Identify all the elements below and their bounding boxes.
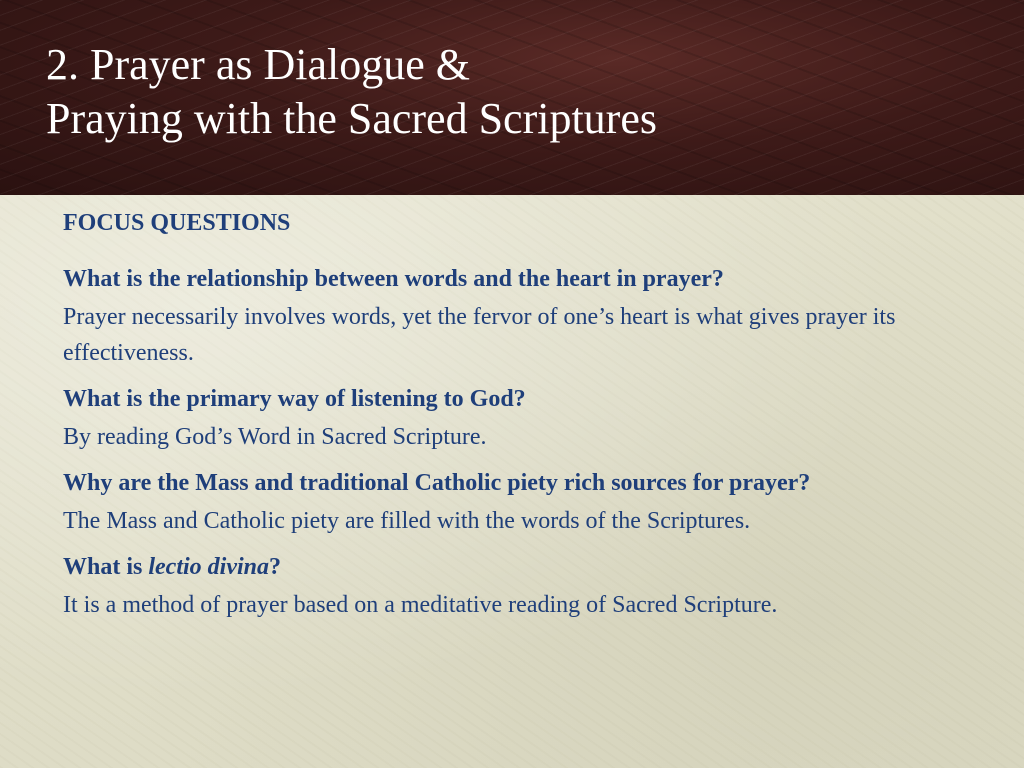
- focus-questions-heading: FOCUS QUESTIONS: [63, 210, 291, 236]
- answer-3: The Mass and Catholic piety are filled with the words of the Scriptures.: [63, 508, 751, 534]
- question-2: What is the primary way of listening to God?: [63, 386, 526, 412]
- qa-item-3: [63, 465, 993, 539]
- qa-item-2: [63, 381, 993, 455]
- answer-2: By reading God’s Word in Sacred Scripture.: [63, 424, 487, 450]
- question-3: Why are the Mass and traditional Catholic piety rich sources for prayer?: [63, 470, 811, 496]
- qa-item-1: [63, 261, 993, 371]
- slide-title-line-1: 2. Prayer as Dialogue &: [46, 40, 470, 89]
- question-4: [63, 549, 993, 585]
- slide-body: [63, 205, 993, 633]
- answer-4: It is a method of prayer based on a meditative reading of Sacred Scripture.: [63, 592, 778, 618]
- answer-1: Prayer necessarily involves words, yet the fervor of one’s heart is what gives prayer its effectiveness.: [63, 304, 896, 366]
- question-4-prefix: What is: [63, 554, 149, 580]
- question-4-italic-term: lectio divina: [148, 554, 270, 580]
- title-banner: [0, 0, 1024, 195]
- question-4-suffix: ?: [269, 554, 282, 580]
- slide-title-line-2: Praying with the Sacred Scriptures: [46, 94, 657, 143]
- slide-title: [46, 38, 657, 146]
- qa-item-4: [63, 549, 993, 623]
- question-1: What is the relationship between words and the heart in prayer?: [63, 266, 724, 292]
